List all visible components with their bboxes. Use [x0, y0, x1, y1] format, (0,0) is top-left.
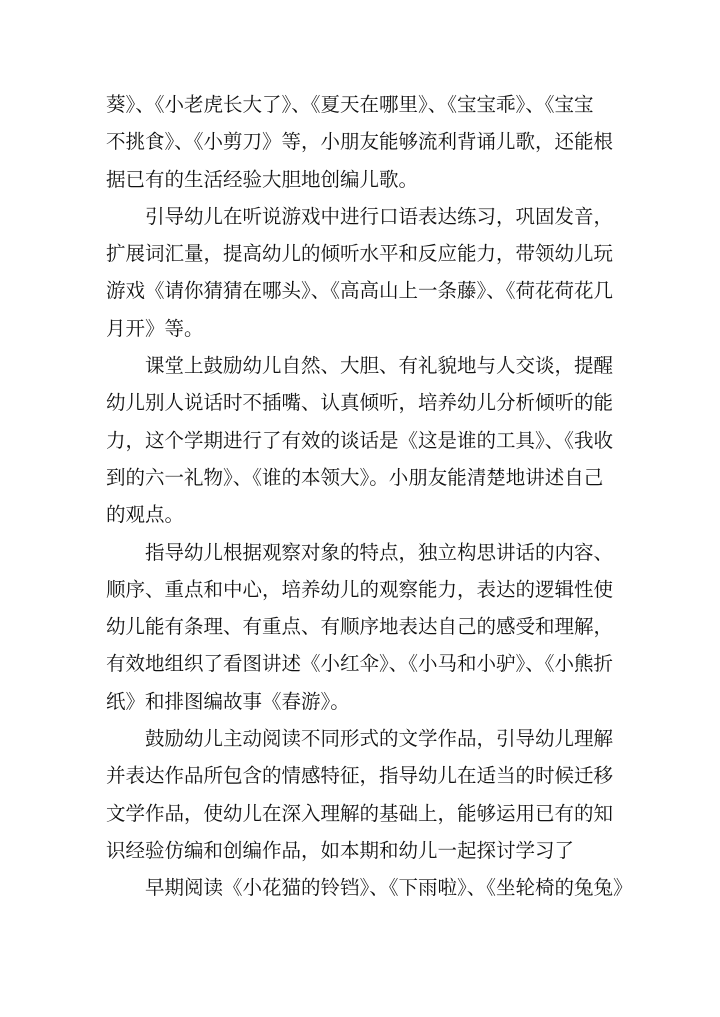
text-line: 月开》等。	[106, 316, 204, 340]
text-line: 扩展词汇量，提高幼儿的倾听水平和反应能力，带领幼儿玩	[106, 242, 614, 266]
text-line: 文学作品，使幼儿在深入理解的基础上，能够运用已有的知	[106, 801, 614, 825]
text-line: 游戏《请你猜猜在哪头》、《高高山上一条藤》、《荷花荷花几	[106, 279, 614, 303]
text-line: 幼儿别人说话时不插嘴、认真倾听，培养幼儿分析倾听的能	[106, 391, 614, 415]
text-line: 课堂上鼓励幼儿自然、大胆、有礼貌地与人交谈，提醒	[145, 354, 614, 378]
body-text	[106, 86, 633, 907]
text-line: 葵》、《小老虎长大了》、《夏天在哪里》、《宝宝乖》、《宝宝	[106, 93, 594, 116]
text-line: 并表达作品所包含的情感特征，指导幼儿在适当的时候迁移	[106, 764, 614, 788]
text-line: 的观点。	[106, 503, 185, 527]
text-line: 引导幼儿在听说游戏中进行口语表达练习，巩固发音，	[145, 204, 614, 228]
text-line: 据已有的生活经验大胆地创编儿歌。	[106, 167, 419, 191]
text-line: 指导幼儿根据观察对象的特点，独立构思讲话的内容、	[145, 540, 614, 564]
text-line: 纸》和排图编故事《春游》。	[106, 689, 350, 713]
text-line: 不挑食》、《小剪刀》等，小朋友能够流利背诵儿歌，还能根	[106, 130, 614, 154]
text-line: 到的六一礼物》、《谁的本领大》。小朋友能清楚地讲述自己	[106, 465, 604, 489]
text-line: 力，这个学期进行了有效的谈话是《这是谁的工具》、《我收	[106, 428, 614, 452]
text-line: 幼儿能有条理、有重点、有顺序地表达自己的感受和理解，	[106, 615, 614, 639]
text-line: 识经验仿编和创编作品，如本期和幼儿一起探讨学习了	[106, 838, 575, 862]
text-line: 顺序、重点和中心，培养幼儿的观察能力，表达的逻辑性使	[106, 577, 614, 601]
text-line: 有效地组织了看图讲述《小红伞》、《小马和小驴》、《小熊折	[106, 652, 614, 676]
text-line: 鼓励幼儿主动阅读不同形式的文学作品，引导幼儿理解	[145, 727, 614, 751]
text-line: 早期阅读《小花猫的铃铛》、《下雨啦》、《坐轮椅的兔兔》	[145, 876, 633, 900]
